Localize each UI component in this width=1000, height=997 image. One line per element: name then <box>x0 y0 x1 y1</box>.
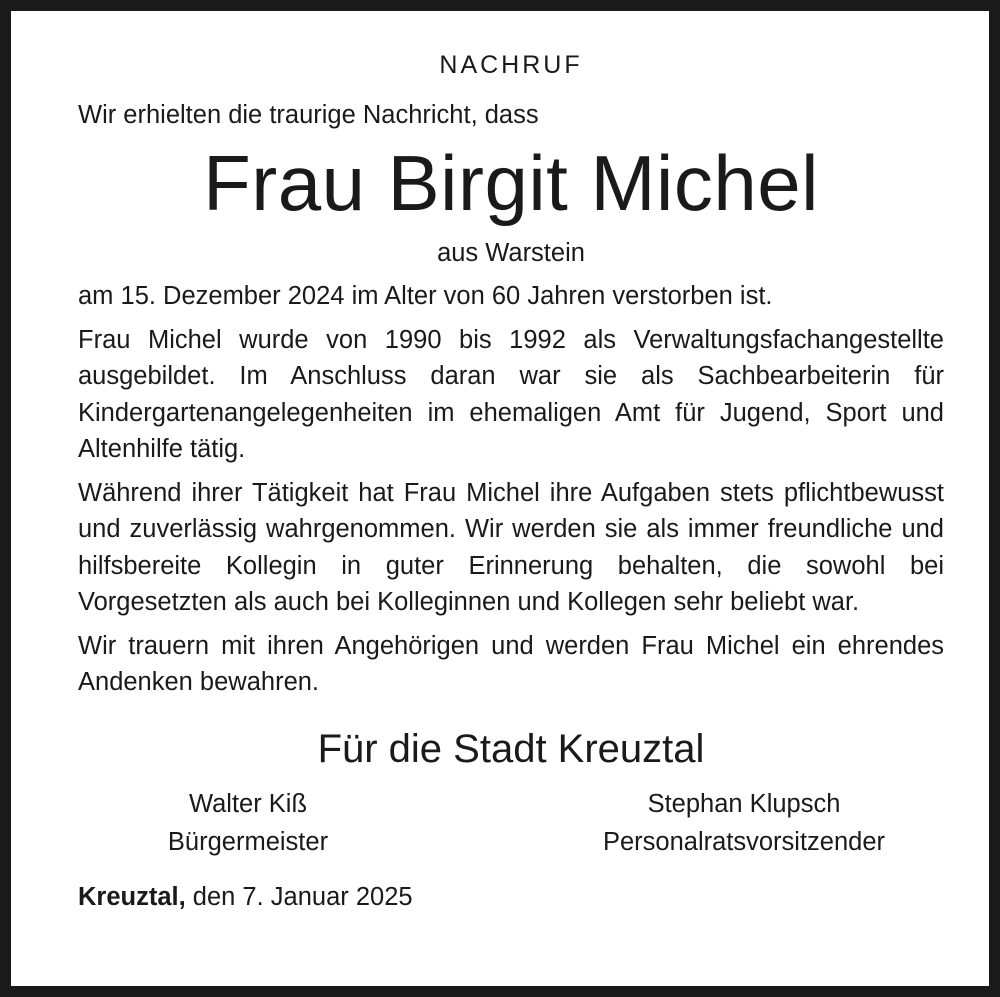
signature-block <box>78 785 944 861</box>
place-name: Kreuztal, <box>78 882 186 911</box>
signer-council-chair <box>564 785 924 861</box>
deceased-origin: aus Warstein <box>437 239 585 267</box>
date-text: den 7. Januar 2025 <box>192 882 413 911</box>
place-date-line <box>78 879 944 915</box>
obituary-heading: NACHRUF <box>439 51 583 79</box>
organization-line: Für die Stadt Kreuztal <box>317 726 705 771</box>
death-date-line: am 15. Dezember 2024 im Alter von 60 Jahren verstorben ist. <box>78 282 773 310</box>
signer-role: Personalratsvorsitzender <box>602 827 886 856</box>
intro-line: Wir erhielten die traurige Nachricht, dass <box>78 101 539 129</box>
signer-name: Walter Kiß <box>188 789 308 818</box>
paragraph-appreciation: Während ihrer Tätigkeit hat Frau Michel ihre Aufgaben stets pflichtbewusst und zuverlässig wahrgenommen. Wir werden sie als immer freundliche und hilfsbereite Kollegin in guter Erinnerung behalten, die sowohl bei Vorgesetzten als auch bei Kolleginnen und Kollegen sehr beliebt war. <box>78 478 944 616</box>
paragraph-mourning: Wir trauern mit ihren Angehörigen und werden Frau Michel ein ehrendes Andenken bewahren. <box>78 631 944 696</box>
obituary-content <box>78 35 944 915</box>
deceased-name: Frau Birgit Michel <box>203 139 819 227</box>
signer-role: Bürgermeister <box>167 827 329 856</box>
signer-name: Stephan Klupsch <box>647 789 841 818</box>
signer-mayor <box>108 785 388 861</box>
paragraph-career: Frau Michel wurde von 1990 bis 1992 als Verwaltungsfachangestellte ausgebildet. Im Anschluss daran war sie als Sachbearbeiterin für Kindergartenangelegenheiten im ehemaligen Amt für Jugend, Sport und Altenhilfe tätig. <box>78 325 944 463</box>
